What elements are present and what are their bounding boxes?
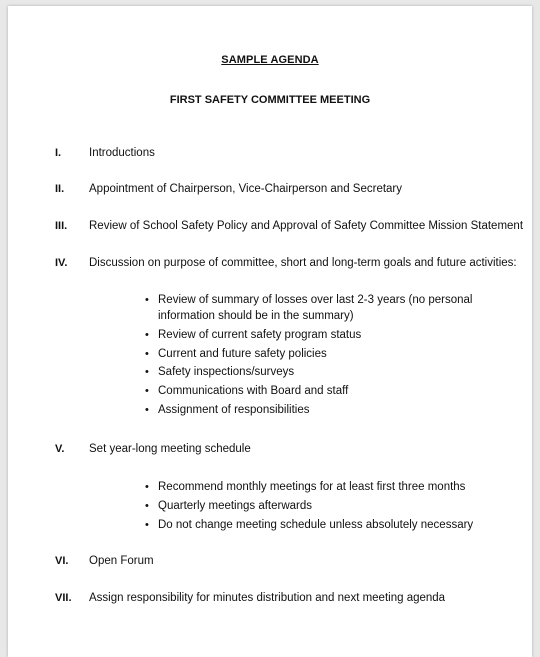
document-title: SAMPLE AGENDA — [221, 54, 319, 66]
bullet-list-schedule — [8, 479, 488, 535]
bullet-text: Assignment of responsibilities — [158, 403, 310, 416]
bullet-icon: • — [145, 347, 149, 360]
bullet-icon: • — [145, 499, 149, 512]
bullet-list-discussion — [8, 292, 488, 421]
bullet-icon: • — [145, 366, 149, 379]
agenda-item-text: Set year-long meeting schedule — [89, 443, 251, 455]
agenda-item-text: Appointment of Chairperson, Vice-Chairperson and Secretary — [89, 183, 403, 195]
bullet-text: Safety inspections/surveys — [158, 366, 295, 379]
list-item — [8, 402, 488, 418]
list-item — [8, 383, 488, 399]
list-item — [8, 364, 488, 380]
bullet-text: Review of current safety program status — [158, 328, 362, 341]
agenda-item-text: Assign responsibility for minutes distribution and next meeting agenda — [89, 592, 446, 604]
list-item — [8, 292, 488, 324]
bullet-icon: • — [145, 328, 149, 341]
document-subtitle: FIRST SAFETY COMMITTEE MEETING — [169, 94, 371, 106]
bullet-text: Communications with Board and staff — [158, 385, 349, 398]
agenda-item-number: III. — [55, 220, 68, 232]
agenda-item-text: Open Forum — [89, 555, 154, 567]
agenda-item-number: VII. — [55, 592, 72, 604]
agenda-item-text: Discussion on purpose of committee, short and long-term goals and future activities: — [89, 257, 517, 269]
agenda-item-number: IV. — [55, 257, 68, 269]
agenda-item-number: VI. — [55, 555, 69, 567]
agenda-item-number: I. — [55, 147, 62, 159]
list-item — [8, 479, 488, 495]
bullet-text: Review of summary of losses over last 2-3 years (no personal information should be in the summary) — [158, 294, 473, 322]
bullet-icon: • — [145, 481, 149, 493]
bullet-text: Current and future safety policies — [158, 347, 327, 360]
document-page — [8, 6, 532, 657]
agenda-item-text: Review of School Safety Policy and Approval of Safety Committee Mission Statement — [89, 220, 524, 232]
agenda-document — [8, 6, 532, 657]
bullet-text: Do not change meeting schedule unless absolutely necessary — [158, 518, 474, 531]
list-item — [8, 327, 488, 343]
agenda-item-number: II. — [55, 183, 65, 195]
bullet-text: Quarterly meetings afterwards — [158, 499, 313, 512]
list-item — [8, 346, 488, 362]
bullet-icon: • — [145, 403, 149, 416]
list-item — [8, 517, 488, 533]
bullet-icon: • — [145, 518, 149, 531]
bullet-text: Recommend monthly meetings for at least first three months — [158, 481, 466, 493]
agenda-item-text: Introductions — [89, 147, 155, 159]
bullet-icon: • — [145, 294, 149, 306]
agenda-item-number: V. — [55, 443, 65, 455]
list-item — [8, 498, 488, 514]
bullet-icon: • — [145, 385, 149, 398]
